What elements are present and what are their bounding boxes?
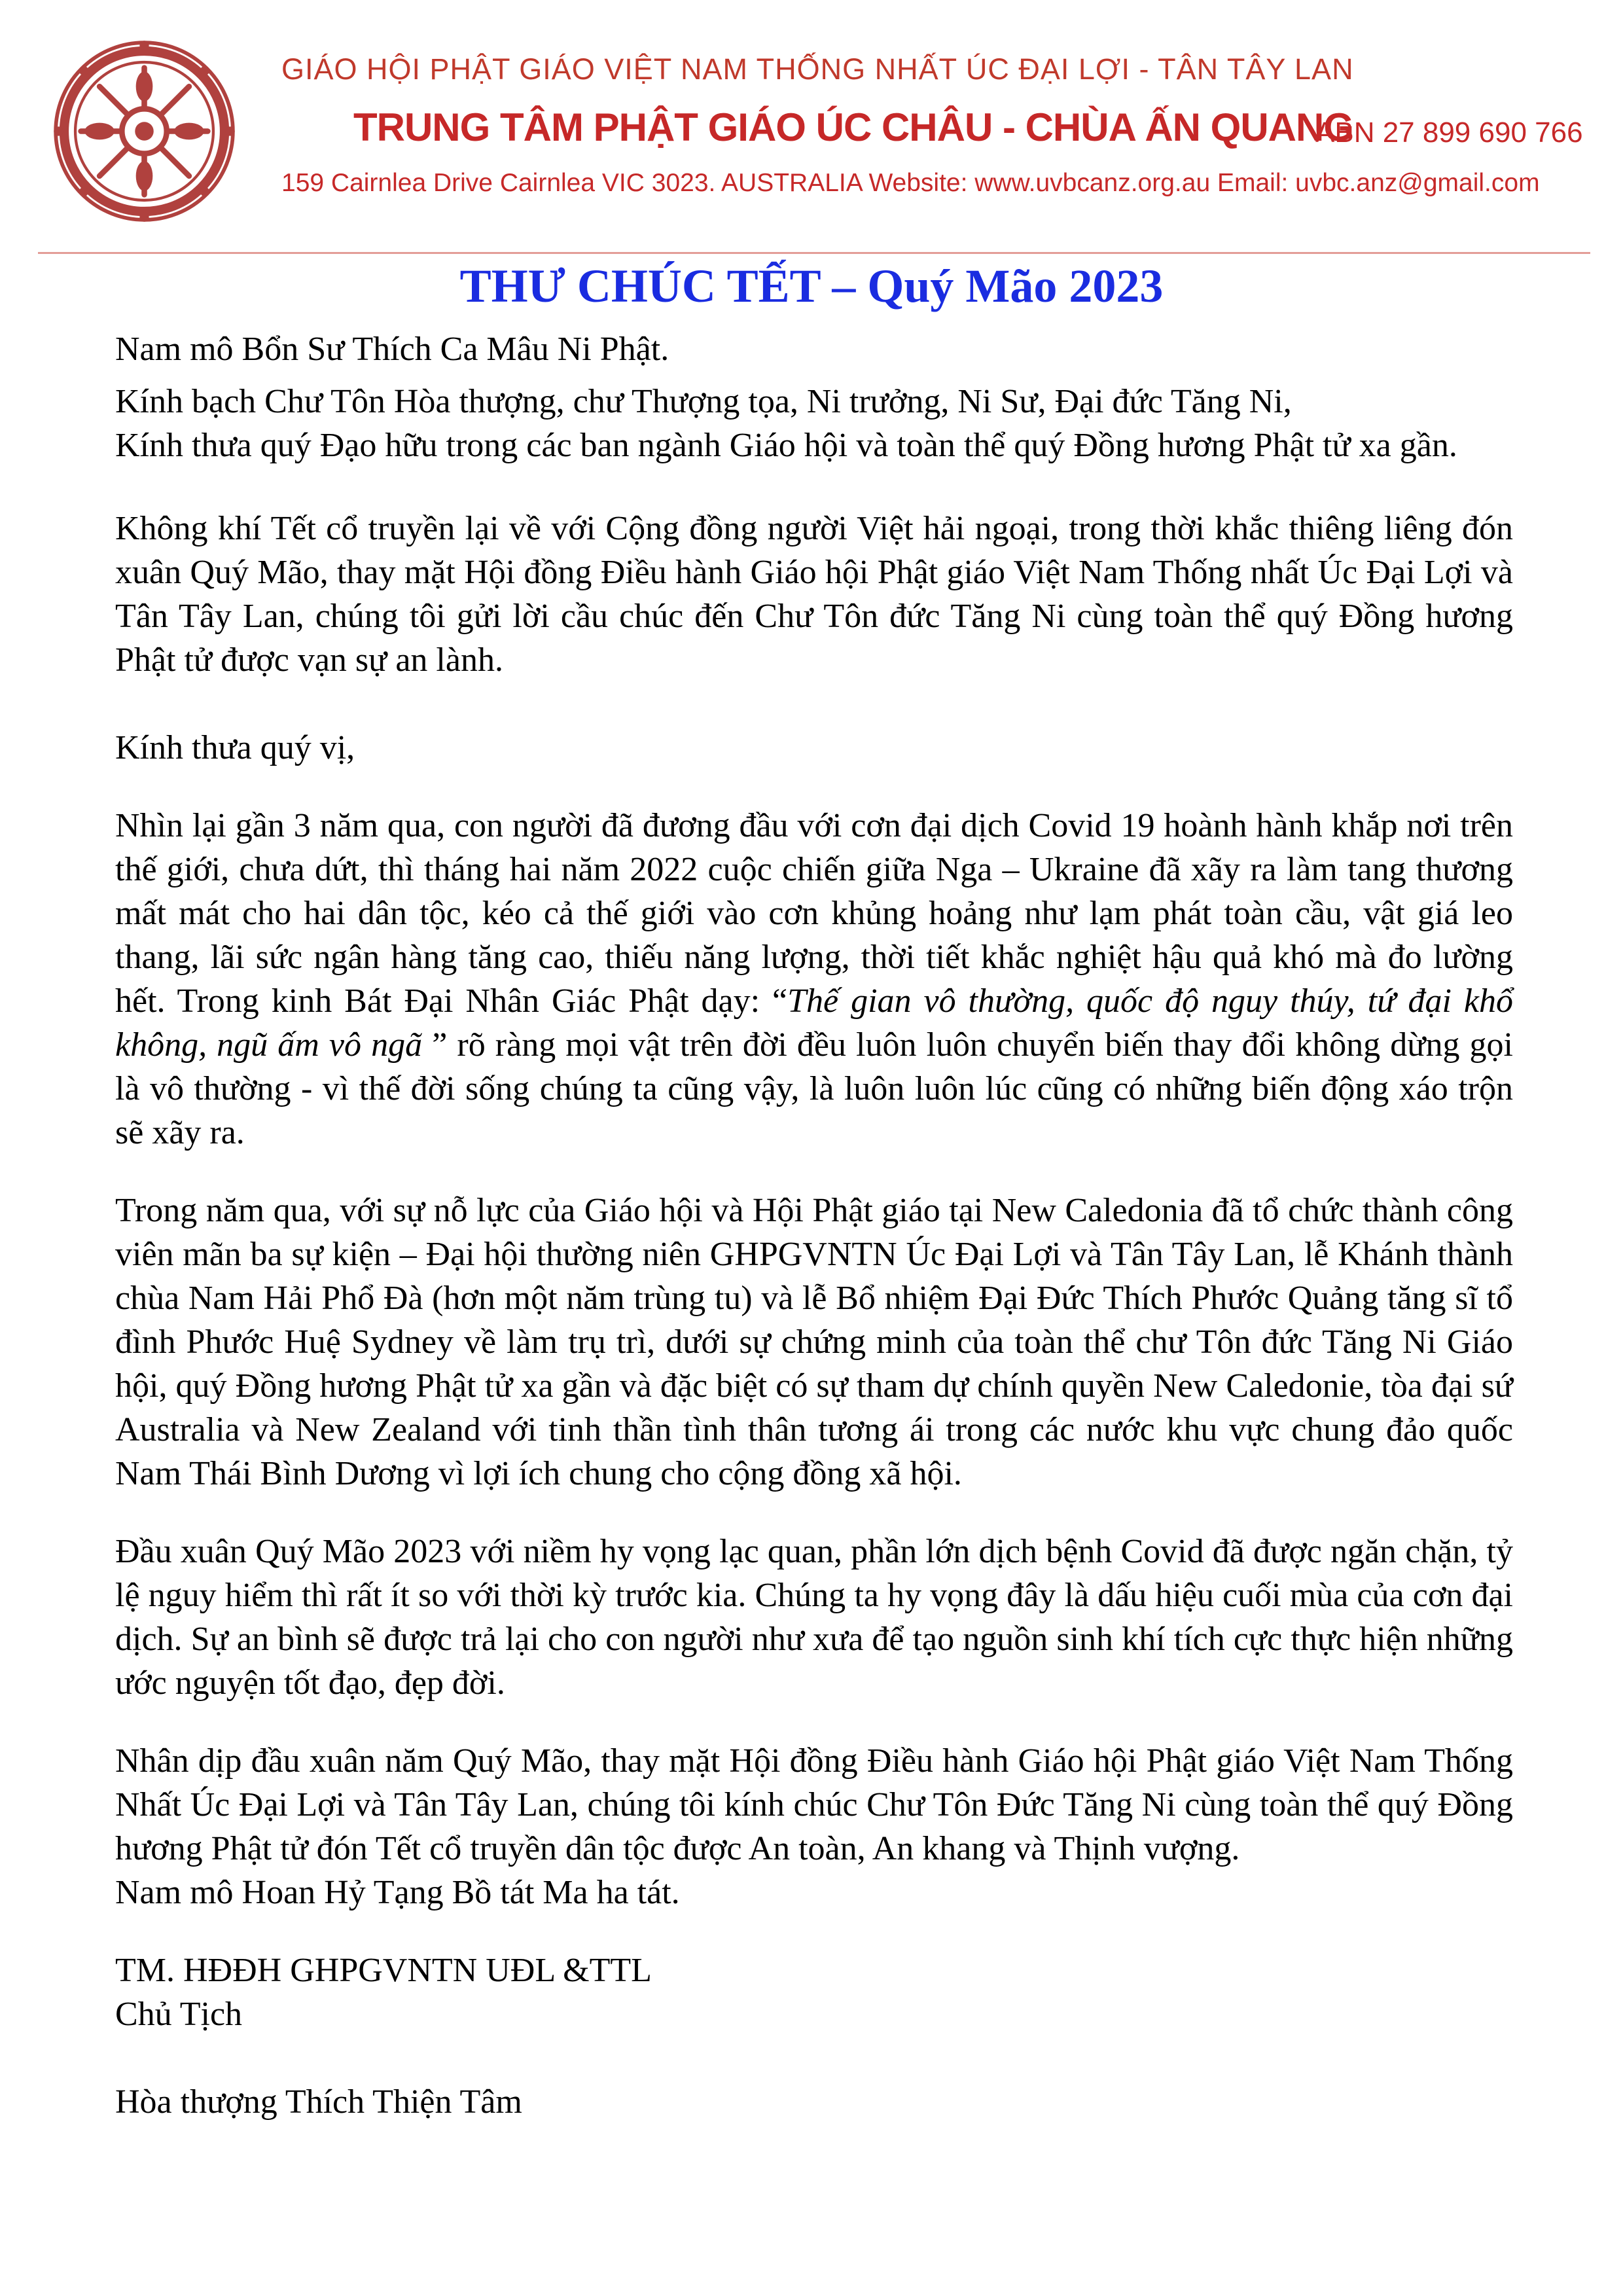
letter-title: THƯ CHÚC TẾT – Quý Mão 2023 bbox=[459, 260, 1164, 312]
paragraph-new-year: Không khí Tết cổ truyền lại về với Cộng đồng người Việt hải ngoại, trong thời khắc thiêng liêng đón xuân Quý Mão, thay mặt Hội đồng Điều hành Giáo hội Phật giáo Việt Nam Thống nhất Úc Đại Lợi và Tân Tây Lan, chúng tôi gửi lời cầu chúc đến Chư Tôn đức Tăng Ni cùng toàn thể quý Đồng hương Phật tử được vạn sự an lành. bbox=[115, 510, 1513, 679]
audience-address: Kính thưa quý vị, bbox=[115, 729, 355, 766]
opening-line: Nam mô Bổn Sư Thích Ca Mâu Ni Phật. bbox=[115, 331, 669, 368]
salutation-laity: Kính thưa quý Đạo hữu trong các ban ngành Giáo hội và toàn thể quý Đồng hương Phật tử xa gần. bbox=[115, 427, 1457, 464]
paragraph-reflection bbox=[115, 804, 1513, 1155]
center-name: TRUNG TÂM PHẬT GIÁO ÚC CHÂU - CHÙA ẤN QUANG bbox=[353, 105, 1354, 149]
organization-name: GIÁO HỘI PHẬT GIÁO VIỆT NAM THỐNG NHẤT ÚC ĐẠI LỢI - TÂN TÂY LAN bbox=[281, 52, 1354, 86]
paragraph-events: Trong năm qua, với sự nỗ lực của Giáo hội và Hội Phật giáo tại New Caledonia đã tổ chức thành công viên mãn ba sự kiện – Đại hội thường niên GHPGVNTN Úc Đại Lợi và Tân Tây Lan, lễ Khánh thành chùa Nam Hải Phổ Đà (hơn một năm trùng tu) và lễ Bổ nhiệm Đại Đức Thích Phước Quảng tăng sĩ tổ đình Phước Huệ Sydney về làm trụ trì, dưới sự chứng minh của toàn thể chư Tôn đức Tăng Ni Giáo hội, quý Đồng hương Phật tử xa gần và đặc biệt có sự tham dự chính quyền New Caledonie, tòa đại sứ Australia và New Zealand với tinh thần tình thân tương ái trong các nước khu vực chung đảo quốc Nam Thái Bình Dương vì lợi ích chung cho cộng đồng xã hội. bbox=[115, 1192, 1513, 1492]
signature-organization: TM. HĐĐH GHPGVNTN UĐL &TTL bbox=[115, 1952, 652, 1989]
contact-address: 159 Cairnlea Drive Cairnlea VIC 3023. AUSTRALIA Website: www.uvbcanz.org.au Email: uvbc.anz@gmail.com bbox=[281, 169, 1540, 197]
paragraph-hope: Đầu xuân Quý Mão 2023 với niềm hy vọng lạc quan, phần lớn dịch bệnh Covid đã được ngăn chặn, tỷ lệ nguy hiểm thì rất ít so với thời kỳ trước kia. Chúng ta hy vọng đây là dấu hiệu cuối mùa của cơn đại dịch. Sự an bình sẽ được trả lại cho con người như xưa để tạo nguồn sinh khí tích cực thực hiện những ước nguyện tốt đạo, đẹp đời. bbox=[115, 1533, 1513, 1702]
salutation-clergy: Kính bạch Chư Tôn Hòa thượng, chư Thượng tọa, Ni trưởng, Ni Sư, Đại đức Tăng Ni, bbox=[115, 383, 1292, 420]
closing-prayer: Nam mô Hoan Hỷ Tạng Bồ tát Ma ha tát. bbox=[115, 1874, 680, 1911]
letter-body bbox=[115, 327, 1513, 2124]
abn-number: ABN 27 899 690 766 bbox=[1315, 117, 1583, 149]
signature-role: Chủ Tịch bbox=[115, 1996, 243, 2033]
header-divider bbox=[38, 252, 1590, 254]
paragraph-wishes: Nhân dịp đầu xuân năm Quý Mão, thay mặt Hội đồng Điều hành Giáo hội Phật giáo Việt Nam Thống Nhất Úc Đại Lợi và Tân Tây Lan, chúng tôi kính chúc Chư Tôn Đức Tăng Ni cùng toàn thể quý Đồng hương Phật tử đón Tết cổ truyền dân tộc được An toàn, An khang và Thịnh vượng. bbox=[115, 1742, 1513, 1867]
paragraph-reflection-start: Nhìn lại gần 3 năm qua, con người đã đương đầu với cơn đại dịch Covid 19 hoành hành khắp nơi trên thế giới, chưa dứt, thì tháng hai năm 2022 cuộc chiến giữa Nga – Ukraine đã xãy ra làm tang thương mất mát cho hai dân tộc, kéo cả thế giới vào cơn khủng hoảng như lạm phát toàn cầu, vật giá leo thang, lãi sức ngân hàng tăng cao, thiếu năng lượng, thời tiết khắc nghiệt hậu quả khó mà đo lường hết. Trong kinh Bát Đại Nhân Giác Phật dạy: “ bbox=[115, 807, 1513, 1020]
paragraph-reflection-end: ” rõ ràng mọi vật trên đời đều luôn luôn chuyển biến thay đổi không dừng gọi là vô thường - vì thế đời sống chúng ta cũng vậy, là luôn luôn lúc cũng có những biến động xáo trộn sẽ xãy ra. bbox=[115, 1026, 1513, 1151]
letterhead bbox=[0, 0, 1623, 262]
sutra-quote: Thế gian vô thường, quốc độ nguy thúy, tứ đại khổ không, ngũ ấm vô ngã bbox=[115, 982, 1513, 1064]
dharma-wheel-icon bbox=[51, 38, 238, 224]
signature-name: Hòa thượng Thích Thiện Tâm bbox=[115, 2083, 522, 2121]
